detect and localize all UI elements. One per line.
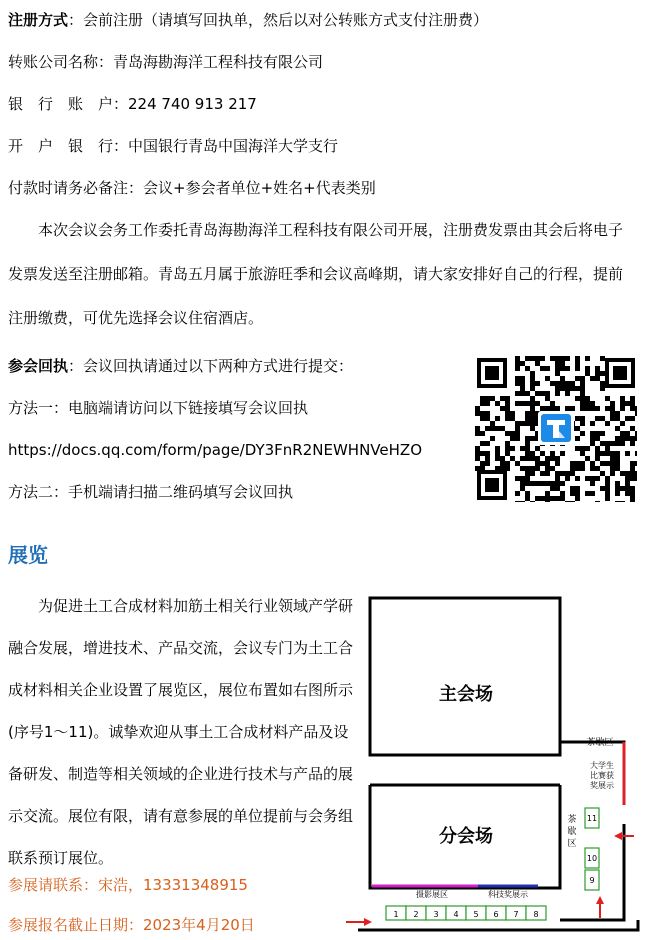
main-hall-label: 主会场 — [439, 684, 493, 705]
exhibition-contact: 参展请联系：宋浩，13331348915 — [8, 876, 248, 894]
tea-break-top-label: 茶歇区 — [586, 738, 614, 748]
booth-label-5: 5 — [473, 910, 479, 919]
booth-label-2: 2 — [413, 910, 419, 919]
booth-label-3: 3 — [433, 910, 439, 919]
remark-line: 付款时请务必备注：会议+参会者单位+姓名+代表类别 — [8, 179, 376, 197]
student-award-line: 奖展示 — [590, 781, 614, 790]
exhibition-paragraph — [8, 585, 360, 879]
booth-label-4: 4 — [453, 910, 459, 919]
exhibition-title: 展览 — [8, 543, 48, 567]
notice-paragraph-text: 本次会议会务工作委托青岛海勘海洋工程科技有限公司开展，注册费发票由其会后将电子发票发送至注册邮箱。青岛五月属于旅游旺季和会议高峰期，请大家安排好自己的行程，提前注册缴费，可优先选择会议住宿酒店。 — [8, 221, 624, 327]
student-award-line: 大学生 — [590, 761, 614, 770]
booth-label-7: 7 — [513, 910, 519, 919]
reply-method-1: 方法一：电脑端请访问以下链接填写会议回执 — [8, 399, 309, 417]
booth-label-1: 1 — [393, 910, 399, 919]
account-line: 银 行 账 户：224 740 913 217 — [8, 95, 257, 113]
photo-area-label: 摄影展区 — [416, 890, 448, 899]
notice-paragraph — [8, 208, 636, 340]
exhibition-paragraph-text: 为促进土工合成材料加筋土相关行业领域产学研融合发展，增进技术、产品交流，会议专门为土工合成材料相关企业设置了展览区，展位布置如右图所示(序号1～11)。诚挚欢迎从事土工合成材料产品及设备研发、制造等相关领域的企业进行技术与产品的展示交流。展位有限，请有意参展的单位提前与会务组联系预订展位。 — [8, 597, 354, 867]
exhibition-deadline: 参展报名截止日期：2023年4月20日 — [8, 916, 255, 934]
tea-break-side-char: 茶 — [567, 815, 577, 825]
reply-link[interactable]: https://docs.qq.com/form/page/DY3FnR2NEWHNVeHZO — [8, 441, 422, 459]
bank-line: 开 户 银 行：中国银行青岛中国海洋大学支行 — [8, 137, 339, 155]
registration-method-line — [8, 10, 488, 30]
company-line: 转账公司名称：青岛海勘海洋工程科技有限公司 — [8, 53, 324, 71]
tech-award-label: 科技奖展示 — [488, 890, 528, 899]
student-award-line: 比赛获 — [590, 771, 614, 780]
exhibition-floorplan — [338, 590, 642, 935]
reply-method-2: 方法二：手机端请扫描二维码填写会议回执 — [8, 483, 294, 501]
sub-hall-label: 分会场 — [439, 826, 493, 847]
tea-break-side-char: 区 — [567, 839, 577, 849]
booth-label-8: 8 — [533, 910, 539, 919]
registration-method-text: ：会前注册（请填写回执单，然后以对公转账方式支付注册费） — [68, 11, 489, 29]
booth-label-11: 11 — [586, 814, 598, 823]
booth-label-6: 6 — [493, 910, 499, 919]
booth-label-10: 10 — [586, 854, 598, 863]
booth-label-9: 9 — [589, 876, 595, 885]
reply-line — [8, 356, 353, 376]
reply-text: ：会议回执请通过以下两种方式进行提交： — [68, 357, 354, 375]
tea-break-side-char: 歇 — [567, 827, 577, 837]
reply-label: 参会回执 — [8, 357, 69, 375]
qr-code-icon — [475, 356, 637, 502]
registration-method-label: 注册方式 — [8, 11, 69, 29]
